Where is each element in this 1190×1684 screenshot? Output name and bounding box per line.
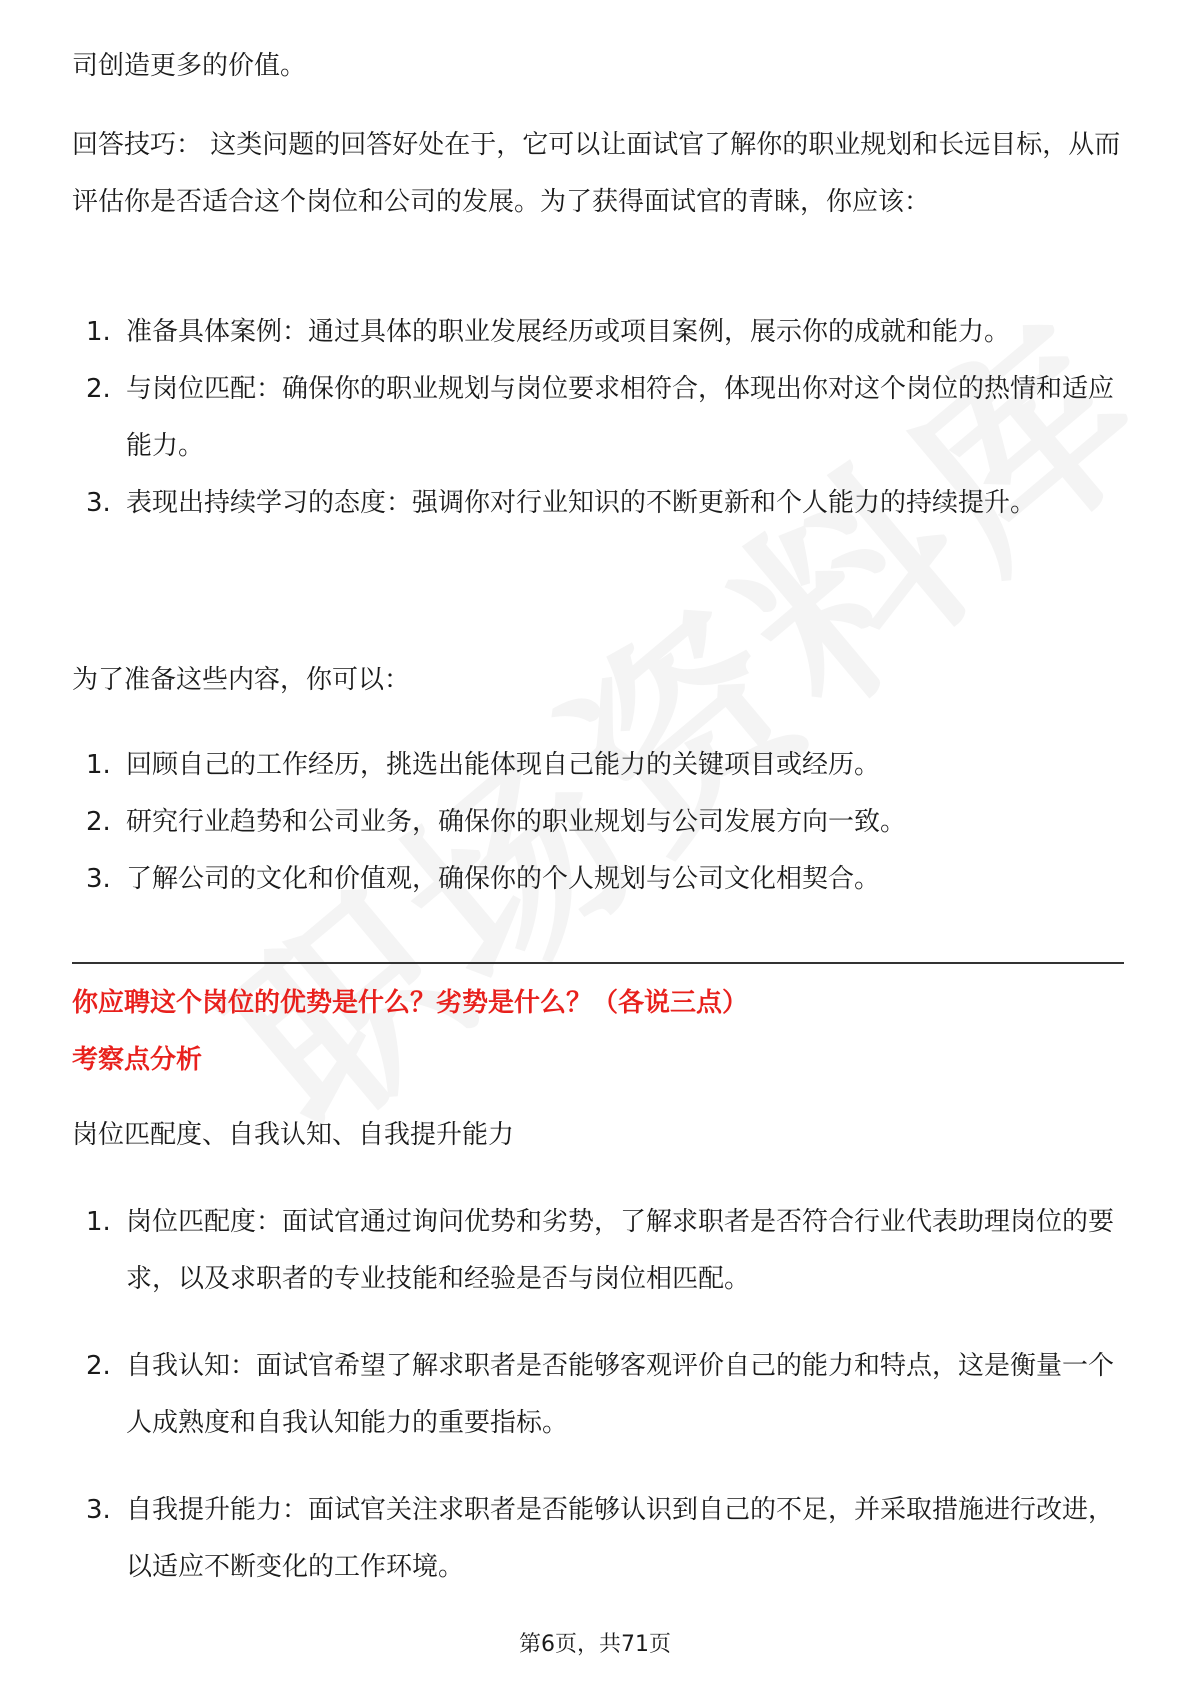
list-number: 3.: [86, 1495, 111, 1525]
list-number: 1.: [86, 750, 111, 780]
analysis-points: 岗位匹配度、自我认知、自我提升能力: [72, 1120, 515, 1150]
list-number: 2.: [86, 807, 111, 837]
list-item: [72, 794, 1122, 851]
list-text: 准备具体案例：通过具体的职业发展经历或项目案例，展示你的成就和能力。: [126, 317, 1011, 347]
intro-paragraph-1: 司创造更多的价值。: [72, 51, 307, 81]
list-item: [72, 1194, 1122, 1308]
list-text: 自我认知：面试官希望了解求职者是否能够客观评价自己的能力和特点，这是衡量一个人成熟度和自我认知能力的重要指标。: [126, 1351, 1115, 1438]
list-number: 1.: [86, 1207, 111, 1237]
analysis-heading: 考察点分析: [72, 1045, 203, 1075]
prep-list: [72, 737, 1122, 908]
list-text: 回顾自己的工作经历，挑选出能体现自己能力的关键项目或经历。: [126, 750, 881, 780]
list-item: [72, 1338, 1122, 1452]
list-text: 了解公司的文化和价值观，确保你的个人规划与公司文化相契合。: [126, 864, 881, 894]
list-number: 3.: [86, 864, 111, 894]
list-text: 自我提升能力：面试官关注求职者是否能够认识到自己的不足，并采取措施进行改进，以适应不断变化的工作环境。: [126, 1495, 1115, 1582]
question-heading: 你应聘这个岗位的优势是什么？劣势是什么？（各说三点）: [72, 988, 749, 1018]
analysis-list: [72, 1194, 1122, 1596]
list-number: 2.: [86, 1351, 111, 1381]
list-text: 与岗位匹配：确保你的职业规划与岗位要求相符合，体现出你对这个岗位的热情和适应能力。: [126, 374, 1115, 461]
page-footer: 第6页，共71页: [519, 1632, 671, 1657]
prep-intro: 为了准备这些内容，你可以：: [72, 665, 411, 695]
list-text: 研究行业趋势和公司业务，确保你的职业规划与公司发展方向一致。: [126, 807, 907, 837]
list-text: 表现出持续学习的态度：强调你对行业知识的不断更新和个人能力的持续提升。: [126, 488, 1037, 518]
list-number: 2.: [86, 374, 111, 404]
tips-list: [72, 304, 1122, 532]
list-item: [72, 304, 1122, 361]
intro-paragraph-2: 回答技巧： 这类问题的回答好处在于，它可以让面试官了解你的职业规划和长远目标，从而评估你是否适合这个岗位和公司的发展。为了获得面试官的青睐，你应该：: [72, 130, 1121, 217]
list-text: 岗位匹配度：面试官通过询问优势和劣势，了解求职者是否符合行业代表助理岗位的要求，以及求职者的专业技能和经验是否与岗位相匹配。: [126, 1207, 1115, 1294]
list-item: [72, 1482, 1122, 1596]
list-number: 3.: [86, 488, 111, 518]
section-divider: [72, 962, 1124, 964]
list-item: [72, 475, 1122, 532]
list-item: [72, 361, 1122, 475]
list-number: 1.: [86, 317, 111, 347]
list-item: [72, 737, 1122, 794]
list-item: [72, 851, 1122, 908]
